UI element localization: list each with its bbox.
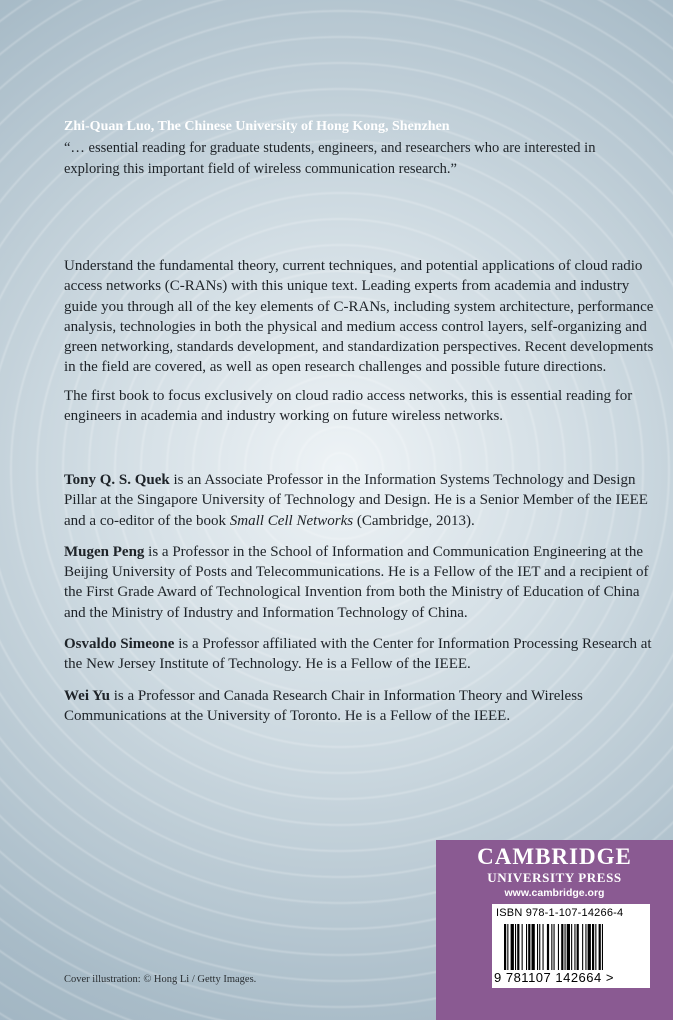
barcode-bar (582, 924, 583, 970)
barcode-bar (537, 924, 538, 970)
barcode-bar (543, 924, 544, 970)
barcode-bar (554, 924, 555, 970)
book-title-ref: Small Cell Networks (229, 512, 354, 529)
author-name: Mugen Peng (64, 543, 145, 560)
author-bio-text-end: (Cambridge, 2013). (353, 512, 475, 529)
barcode-bar (588, 924, 591, 970)
barcode-bar (558, 924, 559, 970)
barcode-bar (602, 924, 603, 970)
barcode-bar (565, 924, 566, 970)
author-bio-simeone (64, 634, 660, 675)
barcode-bar (561, 924, 563, 970)
author-bio-peng (64, 542, 660, 623)
barcode-bar (599, 924, 601, 970)
author-name: Tony Q. S. Quek (64, 472, 170, 488)
author-bio-text: is a Professor affiliated with the Center for Information Processing Research at the New Jersey Institute of Technology. He is a Fellow of the IEEE. (64, 636, 652, 673)
barcode-bar (515, 924, 516, 970)
publisher-url: www.cambridge.org (504, 887, 605, 899)
barcode-bar (507, 924, 508, 970)
barcode-bar (511, 924, 514, 970)
barcode-bar (585, 924, 586, 970)
barcode-bar (517, 924, 519, 970)
author-bio-text: is a Professor in the School of Information and Communication Engineering at the Beijing University of Posts and Telecommunications. He is a Fellow of the IET and a recipient of the First Grade Award of Technological Invention from both the Ministry of Education of China and the Ministry of Industry and Information Technology of China. (64, 543, 649, 621)
review-block (64, 118, 654, 180)
author-bio-text: is a Professor and Canada Research Chair in Information Theory and Wireless Communications at the University of Toronto. He is a Fellow of the IEEE. (64, 687, 583, 724)
cover-credit: Cover illustration: © Hong Li / Getty Images. (64, 974, 257, 985)
barcode-bar (571, 924, 572, 970)
publisher-logo-name: CAMBRIDGE (477, 844, 632, 869)
isbn-barcode (492, 904, 650, 988)
author-name: Osvaldo Simeone (64, 636, 175, 653)
author-bios (64, 470, 660, 737)
barcode-bar (532, 924, 535, 970)
barcode-bar (522, 924, 523, 970)
barcode-bar (528, 924, 530, 970)
barcode-bar (592, 924, 594, 970)
barcode-bar (567, 924, 570, 970)
author-bio-text: is an Associate Professor in the Information Systems Technology and Design Pillar at the Singapore University of Technology and Design. He is a Senior Member of the IEEE and a co-editor of the book (64, 472, 648, 529)
book-description (64, 256, 656, 434)
barcode-bar (574, 924, 575, 970)
description-paragraph-2: The first book to focus exclusively on cloud radio access networks, this is essential reading for engineers in academia and industry working on future wireless networks. (64, 387, 633, 425)
publisher-logo-sub: UNIVERSITY PRESS (487, 870, 622, 885)
barcode-bar (551, 924, 552, 970)
reviewer-name: Zhi-Quan Luo, The Chinese University of Hong Kong, Shenzhen (64, 119, 450, 134)
barcode-bar (526, 924, 527, 970)
review-quote: “… essential reading for graduate students, engineers, and researchers who are interested in exploring this important field of wireless communication research.” (64, 140, 596, 177)
author-bio-yu (64, 686, 660, 727)
barcode-bar (539, 924, 540, 970)
barcode-bars (504, 924, 644, 970)
barcode-bar (577, 924, 579, 970)
isbn-label: ISBN 978-1-107-14266-4 (496, 907, 624, 919)
description-paragraph-1: Understand the fundamental theory, current techniques, and potential applications of cloud radio access networks (C-RANs) with this unique text. Leading experts from academia and industry guide you through all of the key elements of C-RANs, including system architecture, performance analysis, technologies in both the physical and medium access control layers, self-organizing and green networking, standards development, and standardization perspectives. Recent developments in the field are covered, as well as open research challenges and possible future directions. (64, 258, 654, 376)
barcode-bar (595, 924, 596, 970)
barcode-digits: 9 781107 142664 > (494, 970, 614, 985)
author-bio-quek (64, 470, 660, 531)
barcode-bar (504, 924, 506, 970)
barcode-bar (547, 924, 549, 970)
author-name: Wei Yu (64, 687, 110, 704)
